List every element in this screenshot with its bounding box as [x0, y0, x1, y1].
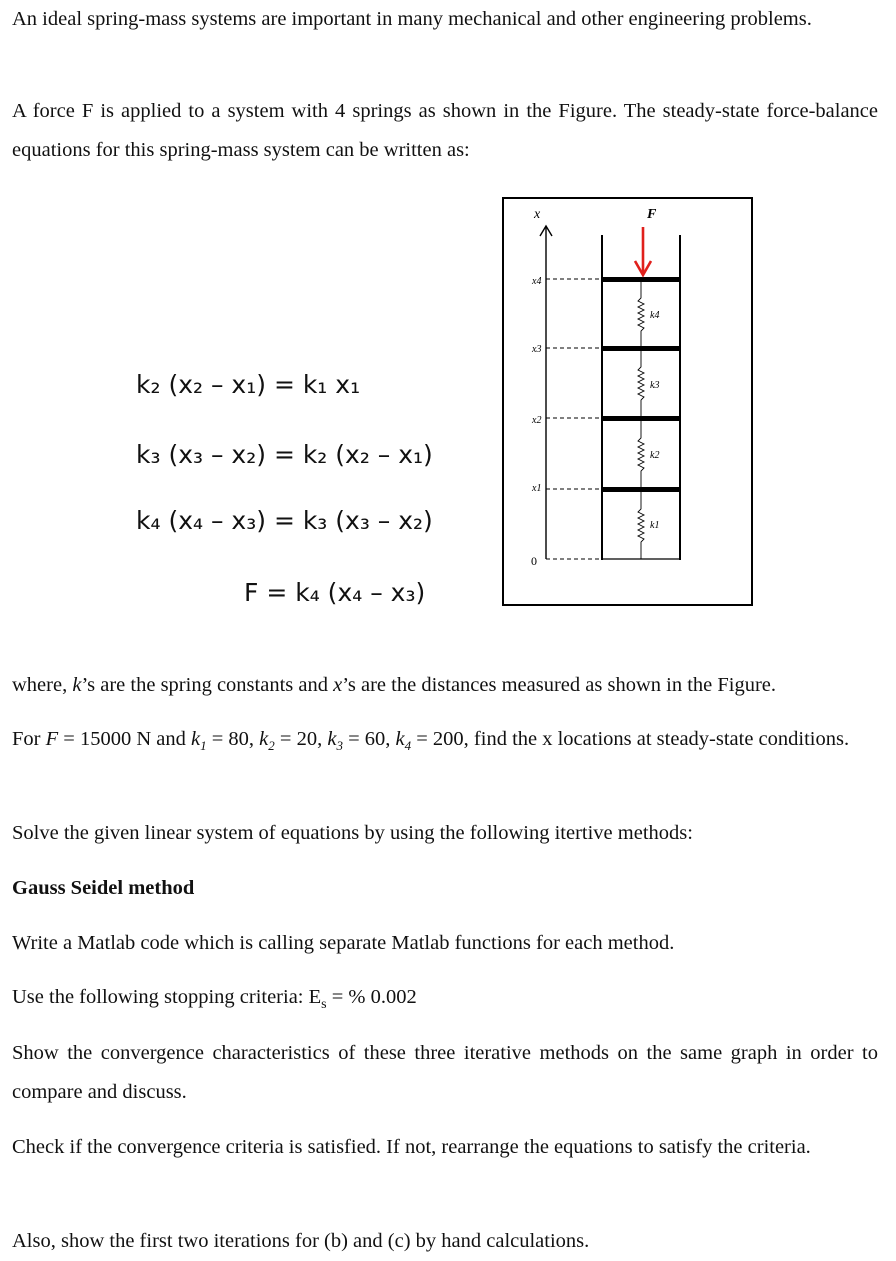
level-label-x1: x1	[532, 483, 542, 494]
spring-label-k4: k4	[650, 310, 660, 321]
check-paragraph: Check if the convergence criteria is satisfied. If not, rearrange the equations to satisfy the criteria.	[12, 1136, 811, 1158]
stopping-criteria	[12, 978, 878, 1024]
equation-2-lhs: k₃ (x₃ – x₂)	[136, 440, 266, 469]
k2-subscript: 2	[268, 738, 275, 754]
where-text-1: where,	[12, 674, 73, 696]
equation-1-rhs: = k₁ x₁	[273, 370, 361, 399]
equation-3-lhs: k₄ (x₄ – x₃)	[136, 506, 266, 535]
F-symbol: F	[45, 728, 59, 750]
spring-k4-icon	[638, 282, 644, 346]
force-value: = 15000 N and	[58, 728, 191, 750]
k4-symbol: k	[395, 728, 405, 750]
solve-paragraph: Solve the given linear system of equations by using the following itertive methods:	[12, 822, 693, 844]
equation-1	[136, 370, 360, 399]
show-paragraph: Show the convergence characteristics of these three iterative methods on the same graph in order to compare and discuss.	[12, 1042, 878, 1103]
method-heading: Gauss Seidel method	[12, 877, 195, 899]
k3-value: = 60,	[342, 728, 396, 750]
x-axis-label: x	[534, 207, 541, 222]
k1-value: = 80,	[206, 728, 260, 750]
stop-text: Use the following stopping criteria: E	[12, 986, 322, 1008]
equation-4-rhs: = k₄ (x₄ – x₃)	[266, 578, 426, 607]
plate-4	[602, 277, 680, 282]
k2-symbol: k	[259, 728, 269, 750]
given-values-paragraph	[12, 720, 878, 765]
equation-4-lhs: F	[244, 578, 259, 607]
where-text-2: ’s are the spring constants and	[81, 674, 334, 696]
spring-mass-figure	[502, 197, 754, 607]
equation-4	[244, 578, 425, 607]
plate-2	[602, 416, 680, 421]
where-text-3: ’s are the distances measured as shown in the Figure.	[342, 674, 777, 696]
plate-1	[602, 487, 680, 492]
level-label-x2: x2	[532, 415, 542, 426]
level-label-zero: 0	[531, 554, 537, 568]
level-label-x4: x4	[532, 276, 542, 287]
equation-3	[136, 506, 433, 535]
x-symbol: x	[333, 674, 343, 696]
k2-value: = 20,	[274, 728, 328, 750]
equation-1-lhs: k₂ (x₂ – x₁)	[136, 370, 266, 399]
level-label-x3: x3	[532, 344, 542, 355]
k1-symbol: k	[190, 728, 201, 750]
k3-symbol: k	[327, 728, 337, 750]
spring-k1-icon	[638, 492, 644, 559]
spring-label-k2: k2	[650, 450, 660, 461]
force-label: F	[647, 207, 657, 222]
k1-subscript: 1	[200, 738, 207, 754]
equation-2-rhs: = k₂ (x₂ – x₁)	[273, 440, 433, 469]
where-paragraph	[12, 666, 878, 705]
intro-paragraph-2: A force F is applied to a system with 4 springs as shown in the Figure. The steady-state force-balance equations for this spring-mass system can be written as:	[12, 100, 878, 161]
k3-subscript: 3	[336, 738, 343, 754]
spring-label-k3: k3	[650, 380, 660, 391]
spring-k2-icon	[638, 421, 644, 487]
spring-k3-icon	[638, 351, 644, 416]
intro-paragraph-1: An ideal spring-mass systems are important in many mechanical and other engineering problems.	[12, 8, 812, 30]
equation-2	[136, 440, 433, 469]
k4-value: = 200, find the x locations at steady-state conditions.	[411, 728, 850, 750]
for-text: For	[12, 728, 46, 750]
matlab-paragraph: Write a Matlab code which is calling separate Matlab functions for each method.	[12, 932, 675, 954]
k4-subscript: 4	[404, 738, 412, 754]
figure-frame	[503, 198, 752, 605]
equation-3-rhs: = k₃ (x₃ – x₂)	[273, 506, 433, 535]
also-paragraph: Also, show the first two iterations for (b) and (c) by hand calculations.	[12, 1230, 590, 1252]
stop-value: = % 0.002	[326, 986, 417, 1008]
k-symbol: k	[72, 674, 82, 696]
stop-subscript: s	[321, 997, 327, 1013]
spring-label-k1: k1	[650, 520, 660, 531]
plate-3	[602, 346, 680, 351]
